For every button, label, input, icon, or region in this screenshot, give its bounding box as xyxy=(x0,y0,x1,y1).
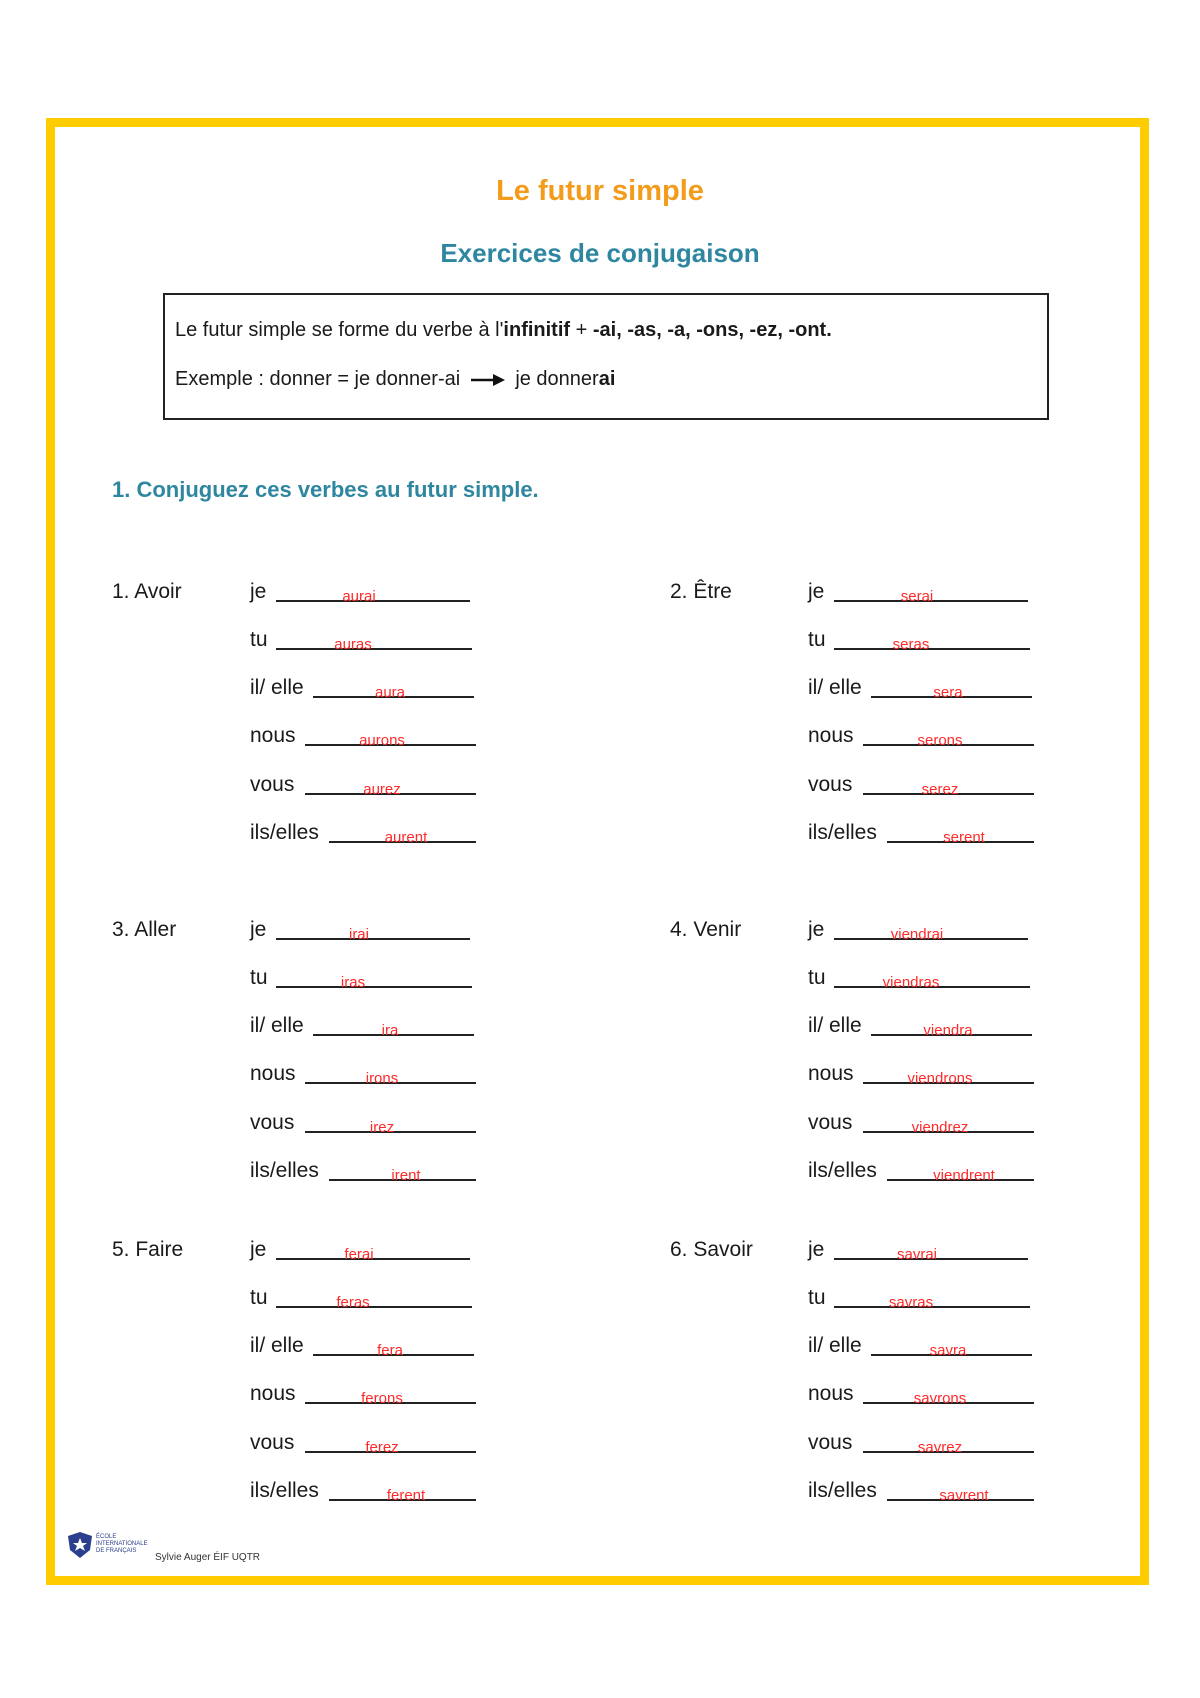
pronoun-label: je xyxy=(250,580,267,603)
answer-text: aurai xyxy=(342,588,376,605)
verb-block xyxy=(670,918,1150,1238)
verb-block xyxy=(112,918,592,1238)
conjugation-row xyxy=(250,1230,470,1263)
conjugation-row xyxy=(250,668,474,701)
verb-block xyxy=(670,580,1150,900)
pronoun-label: vous xyxy=(808,1111,853,1134)
pronoun-label: ils/elles xyxy=(250,1479,319,1502)
answer-text: viendra xyxy=(923,1022,973,1039)
conjugation-row xyxy=(808,1278,1030,1311)
pronoun-label: je xyxy=(808,1238,825,1261)
answer-blank[interactable] xyxy=(313,1022,474,1039)
answer-blank[interactable] xyxy=(834,636,1030,653)
conjugation-row xyxy=(250,1423,476,1456)
page-title: Le futur simple xyxy=(496,175,704,207)
answer-text: serons xyxy=(917,732,963,749)
conjugation-row xyxy=(250,1151,476,1184)
pronoun-label: vous xyxy=(250,1431,295,1454)
answer-blank[interactable] xyxy=(305,1119,476,1136)
pronoun-label: tu xyxy=(808,1286,826,1309)
answer-text: seras xyxy=(892,636,930,653)
answer-text: savra xyxy=(929,1342,967,1359)
verb-title: 5. Faire xyxy=(112,1238,184,1261)
conjugation-row xyxy=(250,910,470,943)
pronoun-label: je xyxy=(250,1238,267,1261)
answer-text: auras xyxy=(334,636,372,653)
conjugation-row xyxy=(808,620,1030,653)
conjugation-row xyxy=(250,1054,476,1087)
example-text xyxy=(175,368,615,391)
pronoun-label: nous xyxy=(250,1062,296,1085)
answer-blank[interactable] xyxy=(329,829,476,846)
answer-blank[interactable] xyxy=(329,1167,476,1184)
answer-blank[interactable] xyxy=(871,1342,1032,1359)
conjugation-row xyxy=(250,572,470,605)
answer-blank[interactable] xyxy=(313,1342,474,1359)
pronoun-label: je xyxy=(250,918,267,941)
conjugation-row xyxy=(808,1054,1034,1087)
author-credit: Sylvie Auger ÉIF UQTR xyxy=(155,1552,261,1563)
pronoun-label: il/ elle xyxy=(250,676,304,699)
answer-blank[interactable] xyxy=(313,684,474,701)
answer-blank[interactable] xyxy=(834,1246,1028,1263)
answer-text: viendrons xyxy=(907,1070,973,1087)
pronoun-label: tu xyxy=(808,966,826,989)
conjugation-row xyxy=(808,668,1032,701)
answer-blank[interactable] xyxy=(871,1022,1032,1039)
conjugation-row xyxy=(250,1471,476,1504)
conjugation-row xyxy=(250,1326,474,1359)
pronoun-label: nous xyxy=(250,724,296,747)
example-prefix: Exemple : donner = je donner-ai xyxy=(175,368,461,390)
answer-blank[interactable] xyxy=(887,1167,1034,1184)
answer-blank[interactable] xyxy=(863,1390,1034,1407)
answer-blank[interactable] xyxy=(329,1487,476,1504)
answer-text: sera xyxy=(933,684,963,701)
answer-text: aurez xyxy=(363,781,401,798)
answer-text: irai xyxy=(348,926,369,943)
conjugation-row xyxy=(808,1326,1032,1359)
answer-blank[interactable] xyxy=(305,781,476,798)
pronoun-label: ils/elles xyxy=(808,1479,877,1502)
example-result-ending: ai xyxy=(598,368,616,390)
answer-blank[interactable] xyxy=(834,1294,1030,1311)
verb-block xyxy=(112,1238,592,1558)
verb-title: 4. Venir xyxy=(670,918,742,941)
answer-text: feras xyxy=(336,1294,370,1311)
answer-text: savrez xyxy=(917,1439,963,1456)
answer-text: viendrez xyxy=(911,1119,969,1136)
conjugation-row xyxy=(808,958,1030,991)
answer-text: irent xyxy=(391,1167,421,1184)
pronoun-label: il/ elle xyxy=(808,1334,862,1357)
answer-blank[interactable] xyxy=(276,588,470,605)
logo-text-line-3: DE FRANÇAIS xyxy=(96,1548,137,1554)
answer-text: ferent xyxy=(386,1487,426,1504)
pronoun-label: il/ elle xyxy=(250,1014,304,1037)
school-logo xyxy=(66,1530,152,1560)
answer-text: ferai xyxy=(344,1246,374,1263)
rule-prefix: Le futur simple se forme du verbe à l' xyxy=(175,319,504,341)
conjugation-row xyxy=(250,1278,472,1311)
answer-blank[interactable] xyxy=(276,636,472,653)
pronoun-label: je xyxy=(808,580,825,603)
answer-text: savrent xyxy=(939,1487,989,1504)
answer-text: aurons xyxy=(359,732,405,749)
answer-text: savrai xyxy=(896,1246,937,1263)
conjugation-row xyxy=(808,1006,1032,1039)
pronoun-label: vous xyxy=(250,773,295,796)
rule-text xyxy=(175,319,832,342)
pronoun-label: vous xyxy=(250,1111,295,1134)
pronoun-label: ils/elles xyxy=(808,1159,877,1182)
pronoun-label: ils/elles xyxy=(808,821,877,844)
logo-text-line-2: INTERNATIONALE xyxy=(96,1541,148,1547)
answer-blank[interactable] xyxy=(863,732,1034,749)
pronoun-label: ils/elles xyxy=(250,1159,319,1182)
answer-text: irez xyxy=(369,1119,395,1136)
answer-text: fera xyxy=(377,1342,403,1359)
logo-text-line-1: ÉCOLE xyxy=(96,1534,117,1540)
pronoun-label: il/ elle xyxy=(808,1014,862,1037)
answer-text: iras xyxy=(340,974,366,991)
answer-text: viendras xyxy=(882,974,940,991)
answer-blank[interactable] xyxy=(305,732,476,749)
answer-text: ferez xyxy=(365,1439,399,1456)
pronoun-label: nous xyxy=(808,1062,854,1085)
answer-blank[interactable] xyxy=(305,1390,476,1407)
answer-text: irons xyxy=(365,1070,399,1087)
conjugation-row xyxy=(250,1006,474,1039)
answer-blank[interactable] xyxy=(834,926,1028,943)
conjugation-row xyxy=(808,1471,1034,1504)
answer-text: serai xyxy=(900,588,934,605)
pronoun-label: vous xyxy=(808,773,853,796)
pronoun-label: vous xyxy=(808,1431,853,1454)
conjugation-row xyxy=(250,813,476,846)
answer-text: serez xyxy=(921,781,959,798)
conjugation-row xyxy=(808,1374,1034,1407)
conjugation-row xyxy=(808,1423,1034,1456)
answer-text: ira xyxy=(381,1022,399,1039)
pronoun-label: ils/elles xyxy=(250,821,319,844)
answer-blank[interactable] xyxy=(276,1294,472,1311)
conjugation-row xyxy=(250,620,472,653)
answer-text: serent xyxy=(943,829,985,846)
answer-blank[interactable] xyxy=(863,781,1034,798)
pronoun-label: il/ elle xyxy=(808,676,862,699)
conjugation-row xyxy=(808,1103,1034,1136)
answer-blank[interactable] xyxy=(863,1119,1034,1136)
pronoun-label: tu xyxy=(250,1286,268,1309)
answer-text: viendrent xyxy=(933,1167,995,1184)
answer-blank[interactable] xyxy=(834,588,1028,605)
answer-blank[interactable] xyxy=(305,1439,476,1456)
example-result-stem: je donner xyxy=(515,368,599,390)
answer-text: aura xyxy=(374,684,406,701)
conjugation-row xyxy=(808,1151,1034,1184)
conjugation-row xyxy=(808,910,1028,943)
answer-blank[interactable] xyxy=(276,1246,470,1263)
answer-blank[interactable] xyxy=(887,829,1034,846)
conjugation-row xyxy=(250,765,476,798)
pronoun-label: nous xyxy=(808,724,854,747)
footer xyxy=(66,1530,326,1563)
conjugation-row xyxy=(250,958,472,991)
pronoun-label: nous xyxy=(250,1382,296,1405)
pronoun-label: nous xyxy=(808,1382,854,1405)
pronoun-label: tu xyxy=(250,628,268,651)
answer-blank[interactable] xyxy=(834,974,1030,991)
pronoun-label: je xyxy=(808,918,825,941)
verb-title: 1. Avoir xyxy=(112,580,182,603)
pronoun-label: tu xyxy=(250,966,268,989)
answer-blank[interactable] xyxy=(863,1439,1034,1456)
arrow-right-icon xyxy=(471,373,505,387)
verb-block xyxy=(112,580,592,900)
rule-box xyxy=(163,293,1049,420)
answer-text: ferons xyxy=(361,1390,403,1407)
verb-title: 6. Savoir xyxy=(670,1238,753,1261)
verb-block xyxy=(670,1238,1150,1558)
answer-blank[interactable] xyxy=(276,974,472,991)
conjugation-row xyxy=(808,572,1028,605)
pronoun-label: il/ elle xyxy=(250,1334,304,1357)
conjugation-row xyxy=(250,1103,476,1136)
conjugation-row xyxy=(808,765,1034,798)
answer-text: savras xyxy=(888,1294,934,1311)
exercise-heading: 1. Conjuguez ces verbes au futur simple. xyxy=(112,477,539,502)
page-subtitle: Exercices de conjugaison xyxy=(440,238,760,268)
answer-text: viendrai xyxy=(890,926,944,943)
answer-blank[interactable] xyxy=(887,1487,1034,1504)
rule-infinitive: infinitif xyxy=(503,319,571,341)
rule-endings: -ai, -as, -a, -ons, -ez, -ont. xyxy=(592,319,832,341)
conjugation-row xyxy=(808,1230,1028,1263)
conjugation-row xyxy=(250,1374,476,1407)
answer-blank[interactable] xyxy=(276,926,470,943)
conjugation-row xyxy=(808,813,1034,846)
verb-title: 2. Être xyxy=(670,580,732,603)
verb-title: 3. Aller xyxy=(112,918,177,941)
conjugation-row xyxy=(808,716,1034,749)
answer-text: savrons xyxy=(913,1390,967,1407)
pronoun-label: tu xyxy=(808,628,826,651)
conjugation-row xyxy=(250,716,476,749)
answer-blank[interactable] xyxy=(863,1070,1034,1087)
answer-text: aurent xyxy=(384,829,428,846)
rule-plus: + xyxy=(570,319,593,341)
answer-blank[interactable] xyxy=(871,684,1032,701)
answer-blank[interactable] xyxy=(305,1070,476,1087)
